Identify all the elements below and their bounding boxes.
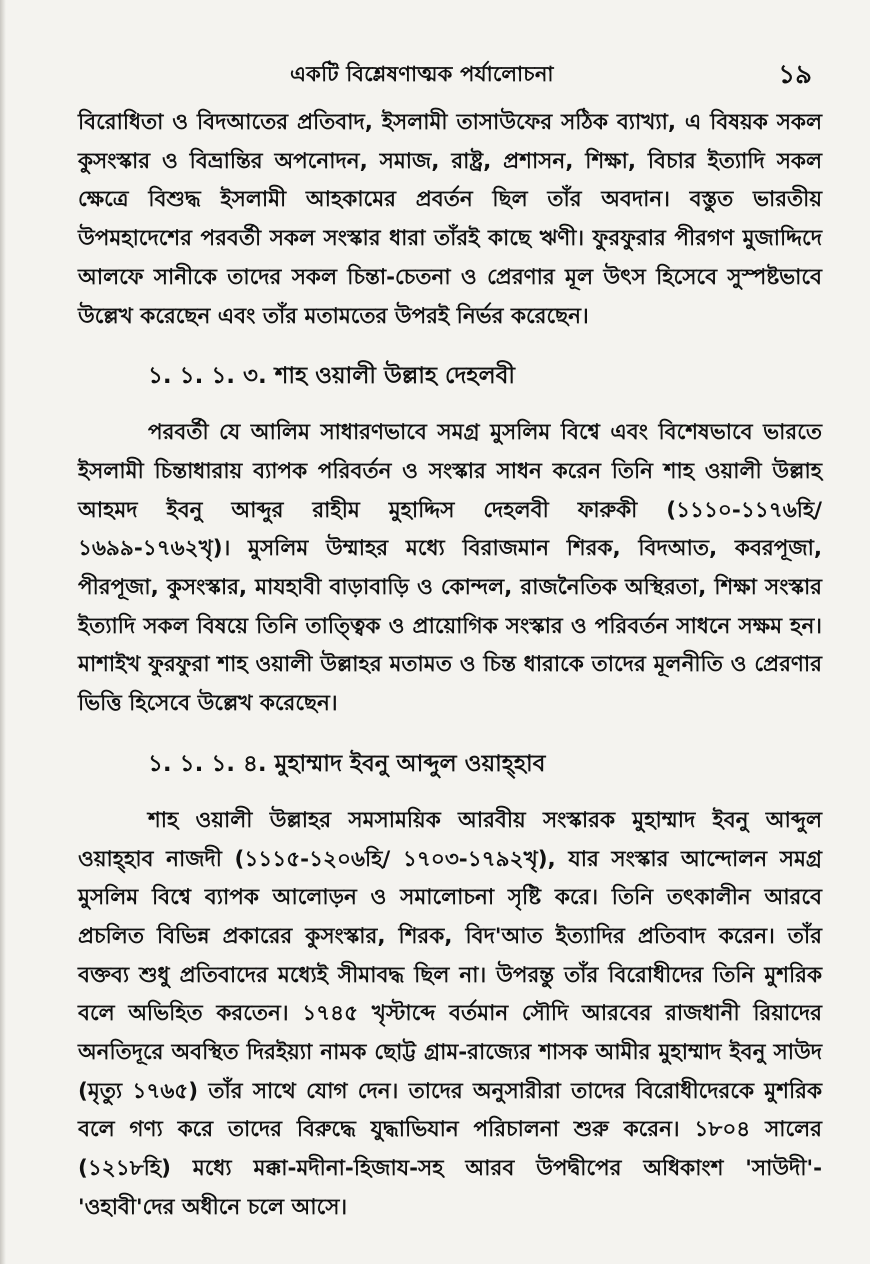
section-heading-ibn-abdul-wahhab: ১. ১. ১. ৪. মুহাম্মাদ ইবনু আব্দুল ওয়াহ্হাব [148,750,546,777]
running-header [0,48,870,88]
header-title: একটি বিশ্লেষণাত্মক পর্যালোচনা [290,62,554,86]
paragraph-1: বিরোধিতা ও বিদআতের প্রতিবাদ, ইসলামী তাসাউফের সঠিক ব্যাখ্যা, এ বিষয়ক সকল কুসংস্কার ও বিভ্রান্তির অপনোদন, সমাজ, রাষ্ট্র, প্রশাসন, শিক্ষা, বিচার ইত্যাদি সকল ক্ষেত্রে বিশুদ্ধ ইসলামী আহকামের প্রবর্তন ছিল তাঁর অবদান। বস্তুত ভারতীয় উপমহাদেশের পরবর্তী সকল সংস্কার ধারা তাঁরই কাছে ঋণী। ফুরফুরার পীরগণ মুজাদ্দিদে আলফে সানীকে তাদের সকল চিন্তা-চেতনা ও প্রেরণার মূল উৎস হিসেবে সুস্পষ্টভাবে উল্লেখ করেছেন এবং তাঁর মতামতের উপরই নির্ভর করেছেন। [78,110,822,329]
page-spine-shadow [0,0,6,1264]
page-number: ১৯ [778,60,812,90]
paragraph-3: শাহ ওয়ালী উল্লাহর সমসাময়িক আরবীয় সংস্কারক মুহাম্মাদ ইবনু আব্দুল ওয়াহ্হাব নাজদী (১১১৫-১২০৬হি/ ১৭০৩-১৭৯২খৃ), যার সংস্কার আন্দোলন সমগ্র মুসলিম বিশ্বে ব্যাপক আলোড়ন ও সমালোচনা সৃষ্টি করে। তিনি তৎকালীন আরবে প্রচলিত বিভিন্ন প্রকারের কুসংস্কার, শিরক, বিদ'আত ইত্যাদির প্রতিবাদ করেন। তাঁর বক্তব্য শুধু প্রতিবাদের মধ্যেই সীমাবদ্ধ ছিল না। উপরন্তু তাঁর বিরোধীদের তিনি মুশরিক বলে অভিহিত করতেন। ১৭৪৫ খৃস্টাব্দে বর্তমান সৌদি আরবের রাজধানী রিয়াদের অনতিদূরে অবস্থিত দিরইয়্যা নামক ছোট্ট গ্রাম-রাজ্যের শাসক আমীর মুহাম্মাদ ইবনু সাউদ (মৃত্যু ১৭৬৫) তাঁর সাথে যোগ দেন। তাদের অনুসারীরা তাদের বিরোধীদেরকে মুশরিক বলে গণ্য করে তাদের বিরুদ্ধে যুদ্ধাভিযান পরিচালনা শুরু করেন। ১৮০৪ সালের (১২১৮হি) মধ্যে মক্কা-মদীনা-হিজায-সহ আরব উপদ্বীপের অধিকাংশ 'সাউদী'-'ওহাবী'দের অধীনে চলে আসে। [78,807,822,1220]
section-heading-shah-waliullah: ১. ১. ১. ৩. শাহ ওয়ালী উল্লাহ দেহলবী [148,363,515,390]
page-body [78,104,822,1228]
paragraph-2: পরবর্তী যে আলিম সাধারণভাবে সমগ্র মুসলিম বিশ্বে এবং বিশেষভাবে ভারতে ইসলামী চিন্তাধারায় ব্যাপক পরিবর্তন ও সংস্কার সাধন করেন তিনি শাহ ওয়ালী উল্লাহ আহমদ ইবনু আব্দুর রাহীম মুহাদ্দিস দেহলবী ফারুকী (১১১০-১১৭৬হি/১৬৯৯-১৭৬২খৃ)। মুসলিম উম্মাহর মধ্যে বিরাজমান শিরক, বিদআত, কবরপূজা, পীরপূজা, কুসংস্কার, মাযহাবী বাড়াবাড়ি ও কোন্দল, রাজনৈতিক অস্থিরতা, শিক্ষা সংস্কার ইত্যাদি সকল বিষয়ে তিনি তাত্ত্বিক ও প্রায়োগিক সংস্কার ও পরিবর্তন সাধনে সক্ষম হন। মাশাইখ ফুরফুরা শাহ ওয়ালী উল্লাহর মতামত ও চিন্ত ধারাকে তাদের মূলনীতি ও প্রেরণার ভিত্তি হিসেবে উল্লেখ করেছেন। [78,420,822,717]
